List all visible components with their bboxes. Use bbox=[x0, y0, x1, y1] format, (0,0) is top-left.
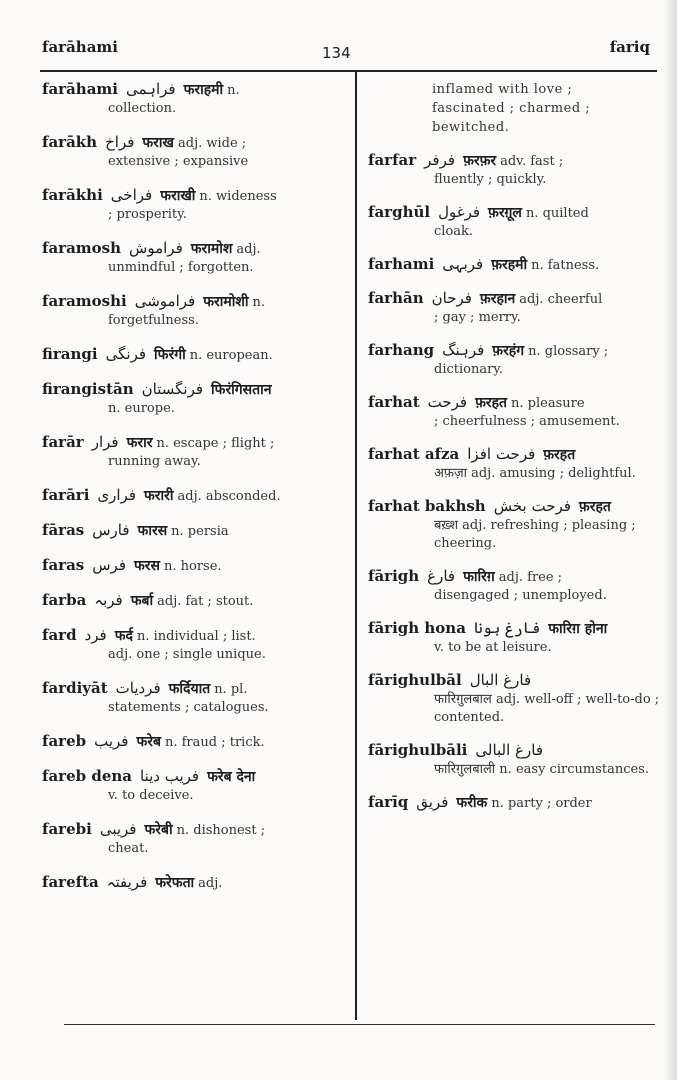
urdu-script: فریب دینا bbox=[140, 767, 200, 785]
gloss-continuation: running away. bbox=[108, 454, 201, 469]
headword: farār bbox=[42, 433, 84, 451]
footer-rule bbox=[64, 1024, 655, 1025]
headword: farfar bbox=[368, 151, 417, 169]
gloss-continuation: फारिग़ुलबाल adj. well-off ; well-to-do ; contented. bbox=[434, 692, 660, 725]
gloss-continuation: बख़्श adj. refreshing ; pleasing ; cheering. bbox=[434, 518, 636, 551]
urdu-script: فرحان bbox=[431, 289, 472, 307]
dictionary-entry bbox=[42, 591, 350, 611]
devanagari-script: फ़रहत bbox=[543, 447, 576, 463]
headword: farhat bakhsh bbox=[368, 497, 486, 515]
urdu-script: فرحت بخش bbox=[493, 497, 571, 515]
dictionary-entry bbox=[42, 679, 350, 717]
gloss: n. fatness. bbox=[531, 258, 600, 273]
urdu-script: فرغول bbox=[438, 203, 481, 221]
devanagari-script: फिरंगिसतान bbox=[211, 382, 272, 398]
headword: farākh bbox=[42, 133, 98, 151]
gloss: adv. fast ; bbox=[500, 154, 564, 169]
urdu-script: فرنگی bbox=[105, 345, 147, 363]
devanagari-script: फ़रहमी bbox=[491, 257, 528, 273]
headword: farefta bbox=[42, 873, 99, 891]
gloss: adj. absconded. bbox=[177, 489, 281, 504]
devanagari-script: फरीक bbox=[456, 795, 488, 811]
gloss: n. bbox=[252, 295, 266, 310]
dictionary-entry bbox=[368, 741, 660, 779]
dictionary-entry bbox=[42, 486, 350, 506]
dictionary-entry bbox=[368, 567, 660, 605]
urdu-script: فرحت bbox=[427, 393, 468, 411]
gloss-continuation: unmindful ; forgotten. bbox=[108, 260, 254, 275]
dictionary-entry bbox=[42, 521, 350, 541]
dictionary-entry bbox=[42, 380, 350, 418]
devanagari-script: फिरंगी bbox=[154, 347, 186, 363]
gloss: adj. bbox=[198, 876, 223, 891]
gloss-continuation: ; cheerfulness ; amusement. bbox=[434, 414, 620, 429]
dictionary-entry bbox=[368, 445, 660, 483]
gloss: adj. cheerful bbox=[519, 292, 603, 307]
gloss: n. dishonest ; bbox=[176, 823, 266, 838]
gloss-continuation: v. to deceive. bbox=[108, 788, 194, 803]
devanagari-script: फारिग़ bbox=[463, 569, 495, 585]
gloss: adj. fat ; stout. bbox=[157, 594, 254, 609]
headword: fardiyāt bbox=[42, 679, 108, 697]
gloss-continuation: अफ़ज़ा adj. amusing ; delightful. bbox=[434, 466, 636, 481]
running-head-right: fariq bbox=[609, 38, 650, 56]
urdu-script: فرد bbox=[84, 626, 107, 644]
headword: faras bbox=[42, 556, 85, 574]
devanagari-script: फरामोश bbox=[190, 241, 233, 257]
urdu-script: فراری bbox=[97, 486, 137, 504]
headword: fareb bbox=[42, 732, 87, 750]
gloss: n. wideness bbox=[199, 189, 277, 204]
devanagari-script: फरस bbox=[134, 558, 160, 574]
devanagari-script: फ़रहंग bbox=[492, 343, 525, 359]
left-column bbox=[42, 80, 350, 908]
headword: fārigh bbox=[368, 567, 420, 585]
continuation-line: bewitched. bbox=[432, 120, 510, 135]
continuation-line: inflamed with love ; bbox=[432, 82, 573, 97]
urdu-script: فارغ البالی bbox=[475, 741, 543, 759]
dictionary-entry bbox=[368, 203, 660, 241]
gloss-continuation: forgetfulness. bbox=[108, 313, 199, 328]
headword: fāras bbox=[42, 521, 85, 539]
urdu-script: فریق bbox=[416, 793, 449, 811]
urdu-script: فرفر bbox=[424, 151, 456, 169]
dictionary-entry bbox=[368, 151, 660, 189]
devanagari-script: फ़रहत bbox=[578, 499, 611, 515]
dictionary-entry bbox=[368, 497, 660, 553]
headword: fard bbox=[42, 626, 77, 644]
gloss: n. horse. bbox=[164, 559, 222, 574]
devanagari-script: फारस bbox=[137, 523, 168, 539]
gloss: n. party ; order bbox=[491, 796, 592, 811]
urdu-script: فریبی bbox=[99, 820, 137, 838]
devanagari-script: फ़रहत bbox=[475, 395, 508, 411]
gloss-continuation: fluently ; quickly. bbox=[434, 172, 547, 187]
headword: farba bbox=[42, 591, 87, 609]
urdu-script: فراخی bbox=[110, 186, 153, 204]
gloss: adj. bbox=[236, 242, 261, 257]
gloss: n. pl. bbox=[214, 682, 248, 697]
dictionary-entry bbox=[368, 255, 660, 275]
urdu-script: فربہ bbox=[94, 591, 123, 609]
headword: farāri bbox=[42, 486, 90, 504]
devanagari-script: फर्द bbox=[114, 628, 133, 644]
gloss-continuation: v. to be at leisure. bbox=[434, 640, 552, 655]
devanagari-script: फ़रहान bbox=[479, 291, 516, 307]
gloss-continuation: disengaged ; unemployed. bbox=[434, 588, 607, 603]
headword: firangi bbox=[42, 345, 98, 363]
page-number: 134 bbox=[322, 44, 351, 62]
headword: firangistān bbox=[42, 380, 134, 398]
dictionary-entry bbox=[368, 793, 660, 813]
devanagari-script: फरेब bbox=[136, 734, 161, 750]
headword: farākhi bbox=[42, 186, 103, 204]
devanagari-script: फरामोशी bbox=[203, 294, 249, 310]
dictionary-entry bbox=[42, 133, 350, 171]
headword: fārighulbāli bbox=[368, 741, 468, 759]
devanagari-script: फर्दियात bbox=[168, 681, 211, 697]
right-entries bbox=[368, 151, 660, 813]
devanagari-script: फर्बा bbox=[130, 593, 154, 609]
dictionary-entry bbox=[42, 292, 350, 330]
gloss-continuation: ; prosperity. bbox=[108, 207, 187, 222]
gloss-continuation: extensive ; expansive bbox=[108, 154, 249, 169]
gloss-continuation: cheat. bbox=[108, 841, 149, 856]
gloss-continuation: n. europe. bbox=[108, 401, 175, 416]
gloss: adj. wide ; bbox=[178, 136, 247, 151]
dictionary-entry bbox=[42, 873, 350, 893]
page-edge-shadow bbox=[665, 0, 677, 1080]
devanagari-script: फ़रग़ूल bbox=[488, 205, 522, 221]
running-head-left: farāhami bbox=[42, 38, 118, 56]
urdu-script: فارغ البال bbox=[469, 671, 532, 689]
dictionary-entry bbox=[368, 619, 660, 657]
urdu-script: فارس bbox=[92, 521, 130, 539]
headword: farhat afza bbox=[368, 445, 460, 463]
headword: farīq bbox=[368, 793, 409, 811]
urdu-script: فریب bbox=[94, 732, 129, 750]
gloss: n. escape ; flight ; bbox=[156, 436, 275, 451]
dictionary-entry bbox=[42, 767, 350, 805]
urdu-script: فربہی bbox=[442, 255, 484, 273]
urdu-script: فراموش bbox=[129, 239, 183, 257]
gloss: n. bbox=[227, 83, 240, 98]
devanagari-script: फराखी bbox=[160, 188, 196, 204]
urdu-script: فرحت افزا bbox=[467, 445, 536, 463]
headword: farhat bbox=[368, 393, 420, 411]
dictionary-entry bbox=[42, 80, 350, 118]
devanagari-script: फरारी bbox=[144, 488, 174, 504]
devanagari-script: फरेबी bbox=[144, 822, 173, 838]
gloss: n. pleasure bbox=[511, 396, 585, 411]
urdu-script: فارغ ہونا bbox=[473, 619, 541, 637]
urdu-script: فرنگستان bbox=[141, 380, 204, 398]
gloss-continuation: collection. bbox=[108, 101, 177, 116]
dictionary-entry bbox=[42, 239, 350, 277]
gloss-continuation: cloak. bbox=[434, 224, 474, 239]
headword: fareb dena bbox=[42, 767, 132, 785]
right-column bbox=[368, 80, 660, 827]
devanagari-script: फ़रफ़र bbox=[463, 153, 497, 169]
continuation-line: fascinated ; charmed ; bbox=[432, 101, 591, 116]
dictionary-entry bbox=[42, 626, 350, 664]
gloss: n. individual ; list. bbox=[136, 629, 256, 644]
gloss: n. european. bbox=[189, 348, 273, 363]
gloss: n. fraud ; trick. bbox=[164, 735, 265, 750]
devanagari-script: फरार bbox=[126, 435, 153, 451]
gloss: n. quilted bbox=[525, 206, 589, 221]
headword: fārighulbāl bbox=[368, 671, 462, 689]
urdu-script: فریفتہ bbox=[106, 873, 148, 891]
urdu-script: فراہمی bbox=[126, 80, 176, 98]
urdu-script: فردیات bbox=[115, 679, 161, 697]
devanagari-script: फराख bbox=[142, 135, 174, 151]
devanagari-script: फरेफता bbox=[155, 875, 195, 891]
headword: fārigh hona bbox=[368, 619, 466, 637]
gloss-continuation: ; gay ; merry. bbox=[434, 310, 521, 325]
gloss-continuation: adj. one ; single unique. bbox=[108, 647, 266, 662]
column-divider bbox=[355, 72, 357, 1020]
dictionary-entry bbox=[368, 393, 660, 431]
devanagari-script: फारिग़ होना bbox=[548, 621, 608, 637]
gloss: n. persia bbox=[171, 524, 229, 539]
urdu-script: فراموشی bbox=[134, 292, 196, 310]
urdu-script: فرس bbox=[92, 556, 127, 574]
dictionary-entry bbox=[42, 732, 350, 752]
dictionary-entry bbox=[368, 671, 660, 727]
dictionary-entry bbox=[42, 345, 350, 365]
devanagari-script: फरेब देना bbox=[207, 769, 256, 785]
dictionary-entry bbox=[368, 289, 660, 327]
gloss-continuation: dictionary. bbox=[434, 362, 504, 377]
headword: farāhami bbox=[42, 80, 118, 98]
dictionary-entry bbox=[368, 341, 660, 379]
urdu-script: فراخ bbox=[105, 133, 135, 151]
headword: farhān bbox=[368, 289, 424, 307]
gloss-continuation: statements ; catalogues. bbox=[108, 700, 269, 715]
urdu-script: فارغ bbox=[427, 567, 456, 585]
gloss: adj. free ; bbox=[498, 570, 563, 585]
dictionary-entry bbox=[42, 433, 350, 471]
gloss: n. glossary ; bbox=[528, 344, 609, 359]
dictionary-entry bbox=[42, 820, 350, 858]
headword: farebi bbox=[42, 820, 92, 838]
header-rule bbox=[40, 70, 657, 72]
urdu-script: فرار bbox=[91, 433, 119, 451]
headword: farghūl bbox=[368, 203, 431, 221]
dictionary-entry bbox=[42, 556, 350, 576]
devanagari-script: फराहमी bbox=[183, 82, 224, 98]
urdu-script: فرہنگ bbox=[442, 341, 485, 359]
dictionary-entry bbox=[42, 186, 350, 224]
headword: farhami bbox=[368, 255, 435, 273]
headword: farhang bbox=[368, 341, 435, 359]
gloss-continuation: फारिग़ुलबाली n. easy circumstances. bbox=[434, 762, 649, 777]
headword: faramoshi bbox=[42, 292, 127, 310]
headword: faramosh bbox=[42, 239, 122, 257]
